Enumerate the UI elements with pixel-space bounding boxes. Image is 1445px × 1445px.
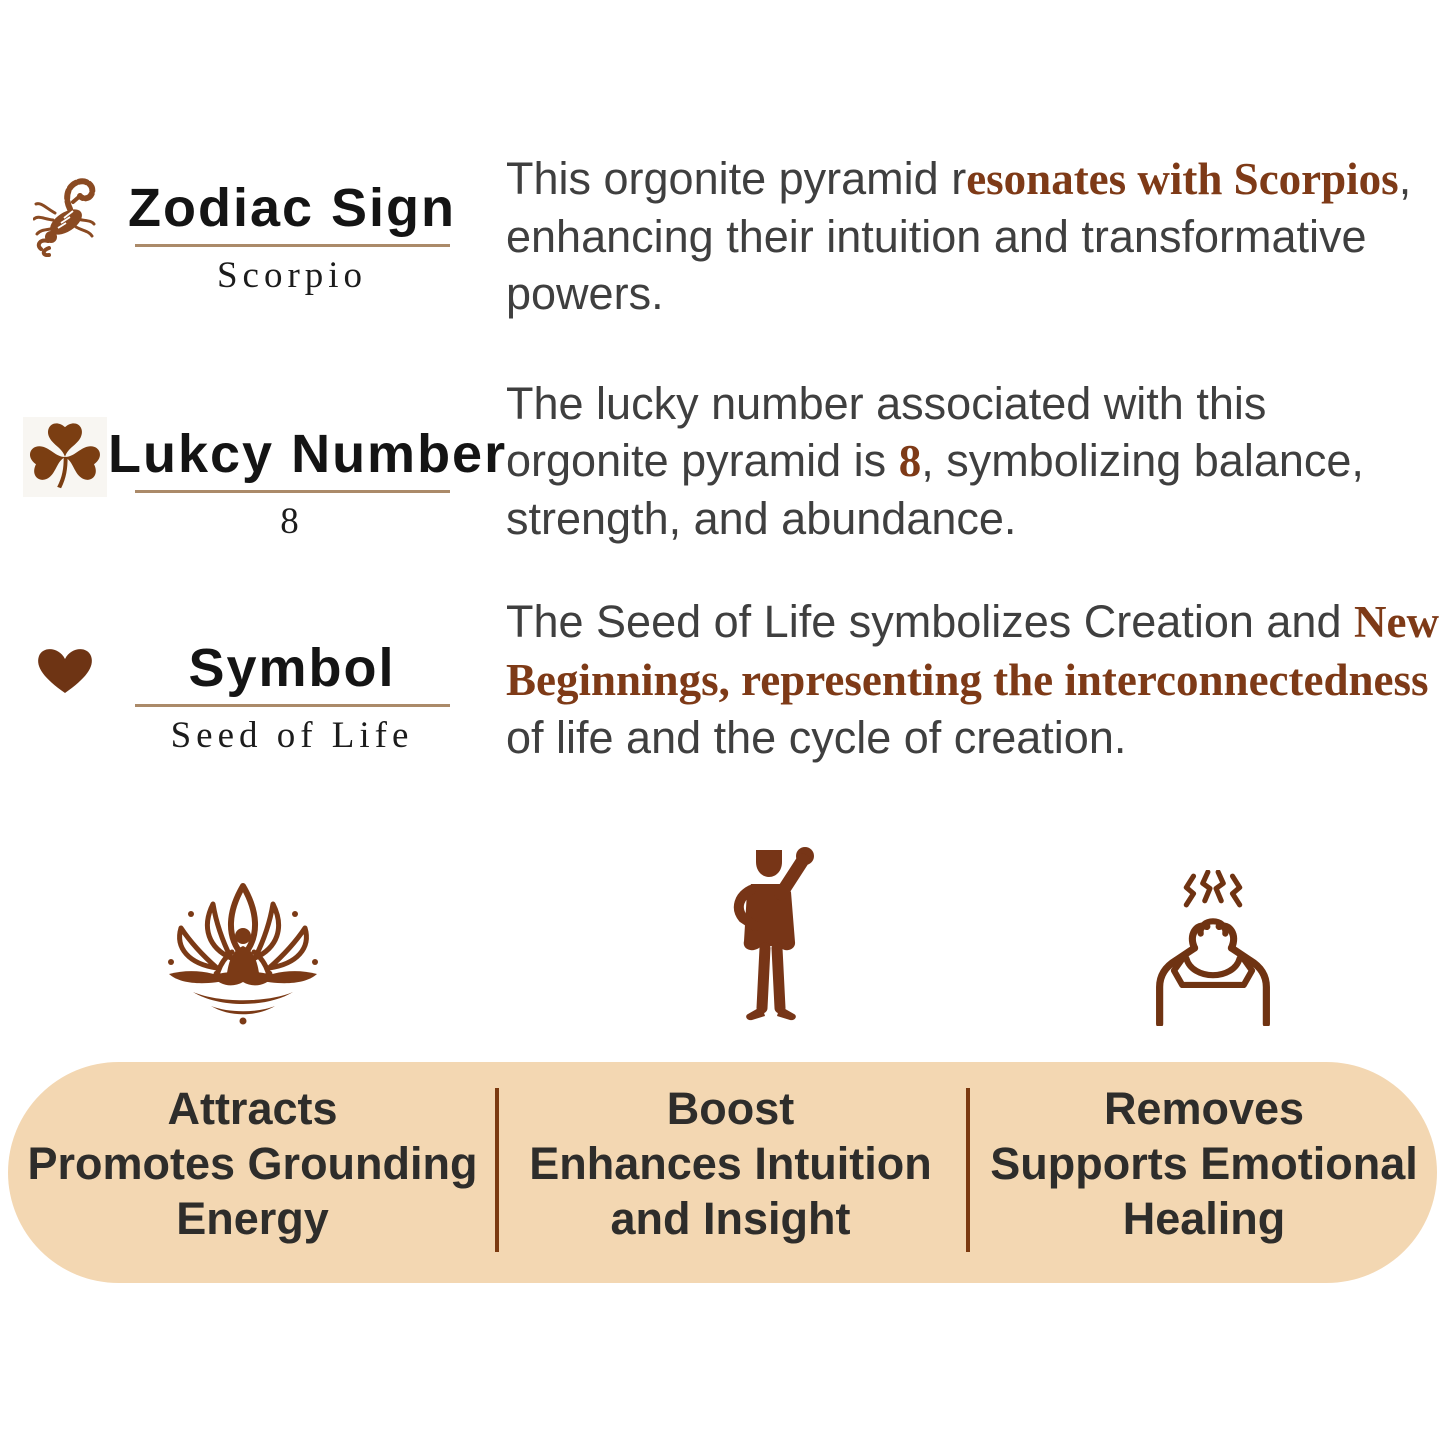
benefits-bar-divider <box>966 1088 970 1252</box>
benefits-bar-divider <box>495 1088 499 1252</box>
feature-header-symbol <box>108 640 476 757</box>
paragraph-accent-text: 8 <box>898 436 922 486</box>
paragraph-text: of life and the cycle of creation. <box>506 712 1127 763</box>
paragraph-accent-text: esonates with Scorpios <box>966 154 1399 204</box>
benefit-heading: Boost <box>666 1083 795 1134</box>
paragraph-text: , enhancing their intuition and transformative powers. <box>506 153 1412 319</box>
paragraph-text: This orgonite pyramid r <box>506 153 967 204</box>
feature-title: Lukcy Number <box>108 424 508 484</box>
paragraph-text: The lucky number associated with this orgonite pyramid is <box>506 378 1267 486</box>
feature-value: Scorpio <box>216 255 368 296</box>
benefit-removes <box>978 1081 1430 1246</box>
heart-icon <box>33 641 97 697</box>
scorpion-icon <box>33 177 97 257</box>
benefit-attracts <box>25 1081 480 1246</box>
benefit-heading: Removes <box>1103 1083 1305 1134</box>
feature-title: Symbol <box>188 638 396 698</box>
feature-value: 8 <box>280 501 304 542</box>
paragraph-accent-text: New Beginnings, representing the interconnectedness <box>506 597 1439 705</box>
underline-divider <box>135 704 450 707</box>
feature-paragraph-symbol <box>506 593 1441 766</box>
feature-paragraph-zodiac <box>506 150 1441 322</box>
paragraph-text: The Seed of Life symbolizes Creation and <box>506 596 1354 647</box>
benefit-heading: Attracts <box>167 1083 338 1134</box>
clover-icon <box>23 417 107 497</box>
stressed-person-icon <box>1145 870 1281 1026</box>
benefit-boost <box>508 1081 953 1246</box>
feature-header-zodiac <box>108 180 476 297</box>
feature-title: Zodiac Sign <box>127 178 457 238</box>
paragraph-text: , symbolizing balance, strength, and abundance. <box>506 435 1364 544</box>
benefit-description: Supports Emotional Healing <box>990 1138 1418 1244</box>
superhero-icon <box>728 846 816 1028</box>
underline-divider <box>135 244 450 247</box>
feature-header-lucky-number <box>108 424 508 543</box>
lotus-meditation-icon <box>162 880 324 1028</box>
underline-divider <box>135 490 450 493</box>
benefit-description: Promotes Grounding Energy <box>27 1138 478 1244</box>
feature-paragraph-lucky-number <box>506 375 1441 547</box>
feature-value: Seed of Life <box>170 715 414 756</box>
benefit-description: Enhances Intuition and Insight <box>529 1138 932 1244</box>
